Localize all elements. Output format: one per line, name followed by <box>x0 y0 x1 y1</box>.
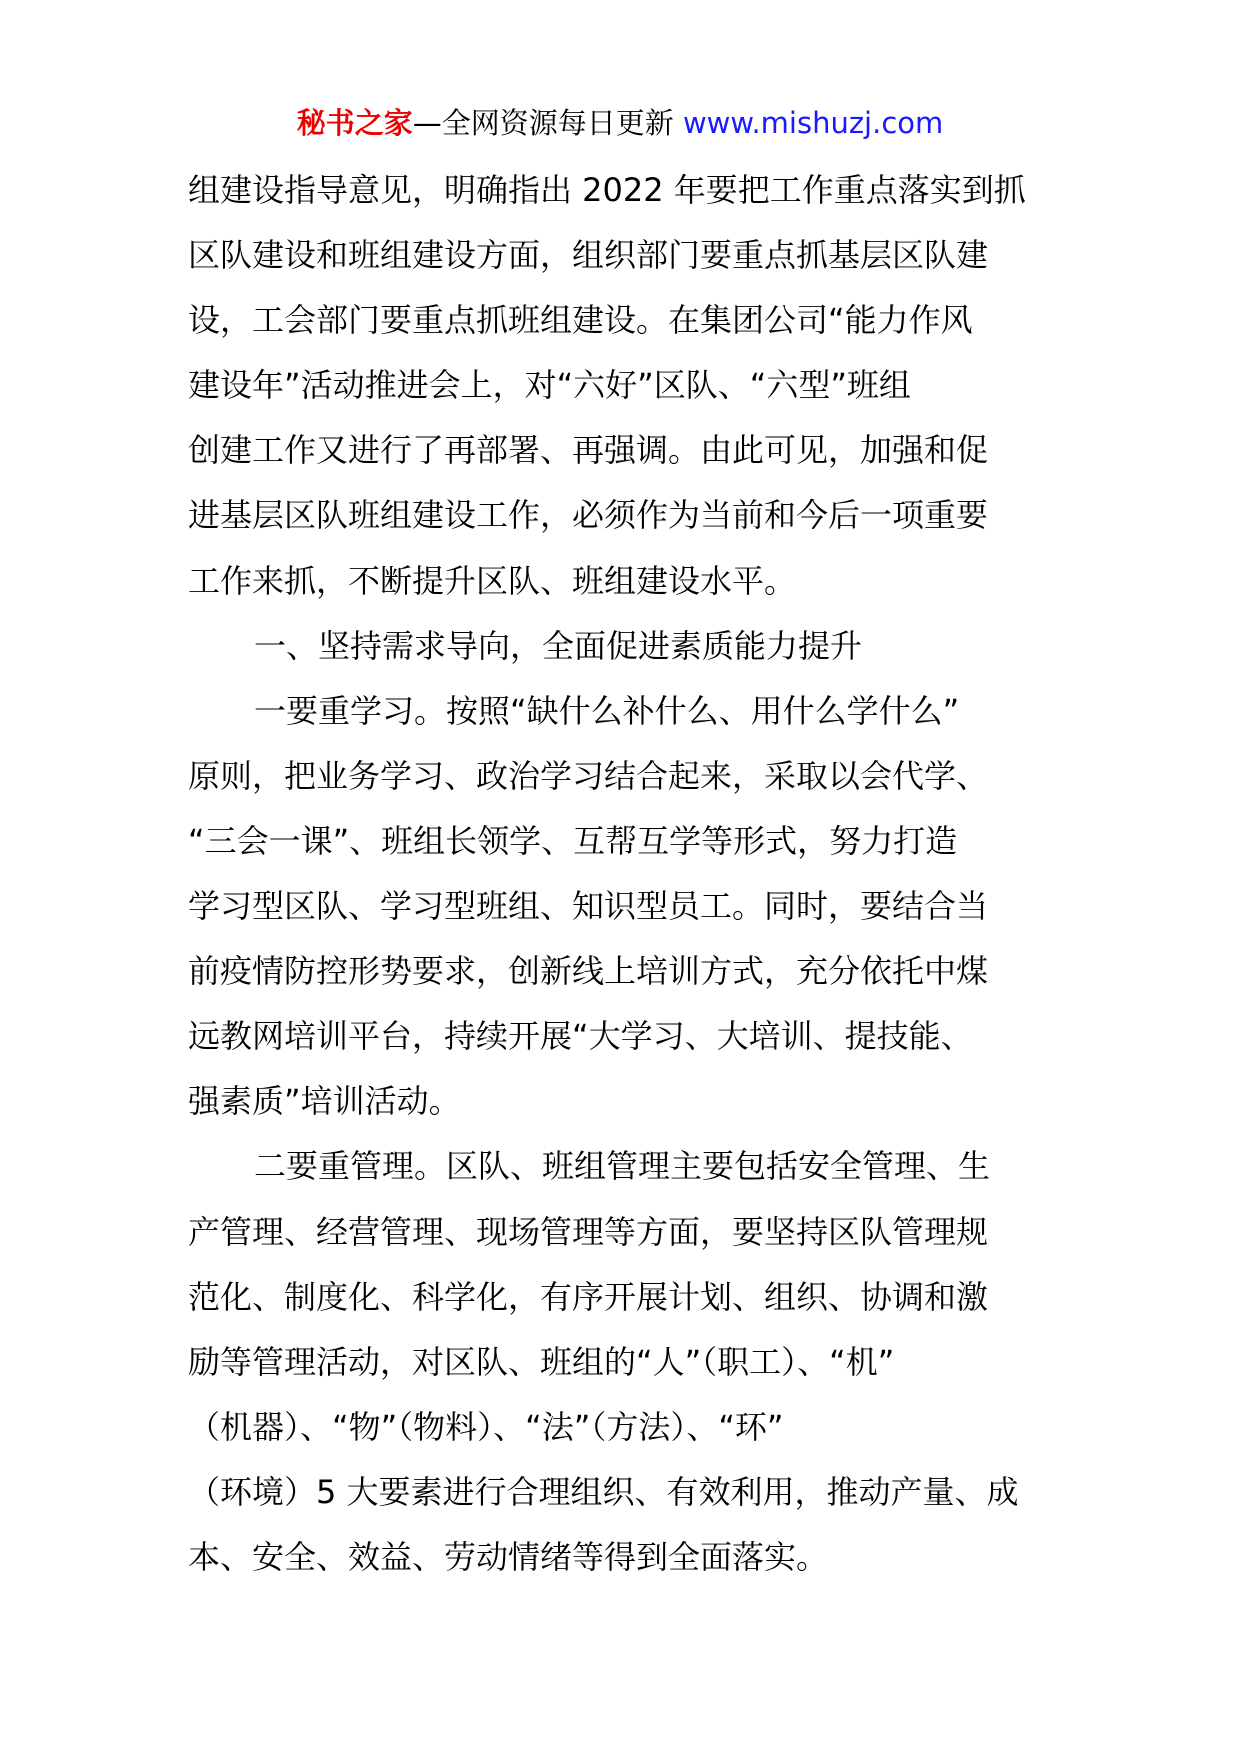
text-line: 一要重学习。按照“缺什么补什么、用什么学什么” <box>254 691 960 730</box>
text-line: 学习型区队、学习型班组、知识型员工。同时，要结合当 <box>188 887 989 926</box>
header-tagline: —全网资源每日更新 <box>412 106 683 140</box>
brand-name: 秘书之家 <box>296 106 413 140</box>
text-line: 远教网培训平台，持续开展“大学习、大培训、提技能、 <box>188 1017 973 1056</box>
paragraph-study <box>188 679 1058 1135</box>
text-line: “三会一课”、班组长领学、互帮互学等形式，努力打造 <box>188 821 958 860</box>
page-header <box>0 100 1240 146</box>
text-line: 区队建设和班组建设方面，组织部门要重点抓基层区队建 <box>188 236 989 275</box>
text-line: 二要重管理。区队、班组管理主要包括安全管理、生 <box>254 1147 991 1186</box>
site-url-link[interactable]: www.mishuzj.com <box>682 106 944 140</box>
text-line: 强素质”培训活动。 <box>188 1082 461 1121</box>
text-line: （环境）5 大要素进行合理组织、有效利用，推动产量、成 <box>188 1472 1019 1511</box>
text-line: 励等管理活动，对区队、班组的“人”（职工）、“机” <box>188 1342 895 1381</box>
text-line: 范化、制度化、科学化，有序开展计划、组织、协调和激 <box>188 1277 989 1316</box>
heading-line: 一、坚持需求导向，全面促进素质能力提升 <box>254 626 863 665</box>
section-heading <box>188 614 1058 679</box>
text-line: 创建工作又进行了再部署、再强调。由此可见，加强和促 <box>188 431 989 470</box>
text-line: 本、安全、效益、劳动情绪等得到全面落实。 <box>188 1537 829 1576</box>
text-line: 原则，把业务学习、政治学习结合起来，采取以会代学、 <box>188 756 989 795</box>
text-line: 前疫情防控形势要求，创新线上培训方式，充分依托中煤 <box>188 952 989 991</box>
text-line: 组建设指导意见，明确指出 2022 年要把工作重点落实到抓 <box>188 171 1026 209</box>
text-line: 建设年”活动推进会上，对“六好”区队、“六型”班组 <box>188 366 911 405</box>
text-line: 工作来抓，不断提升区队、班组建设水平。 <box>188 561 797 600</box>
paragraph-intro <box>188 158 1058 614</box>
text-line: 进基层区队班组建设工作，必须作为当前和今后一项重要 <box>188 496 989 535</box>
paragraph-management <box>188 1134 1058 1590</box>
document-body <box>188 158 1058 1590</box>
text-line: 设，工会部门要重点抓班组建设。在集团公司“能力作风 <box>188 301 973 340</box>
text-line: 产管理、经营管理、现场管理等方面，要坚持区队管理规 <box>188 1212 989 1251</box>
text-line: （机器）、“物”（物料）、“法”（方法）、“环” <box>188 1407 784 1446</box>
